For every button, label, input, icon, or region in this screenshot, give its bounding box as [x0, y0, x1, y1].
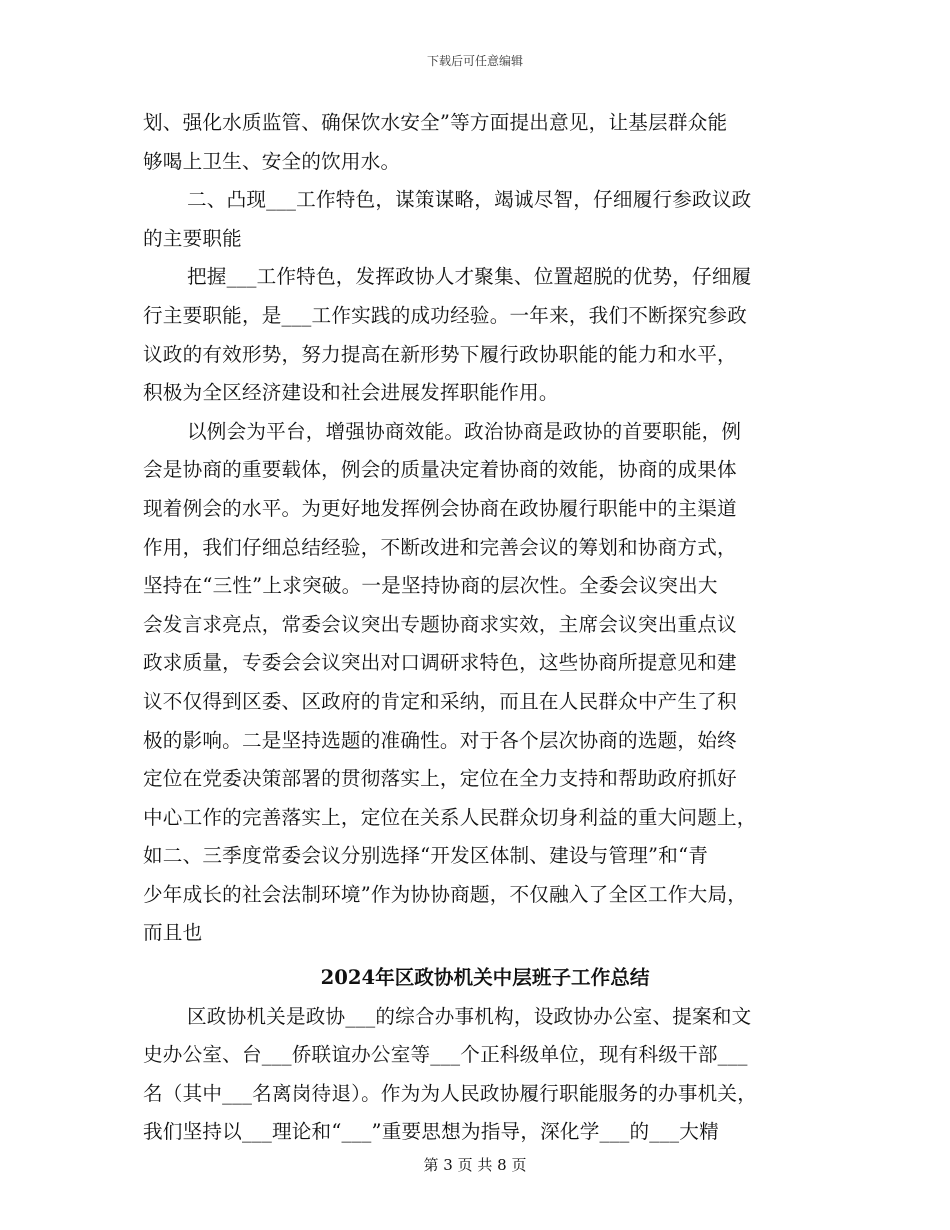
text-line: 议不仅得到区委、区政府的肯定和采纳，而且在人民群众中产生了积 — [143, 689, 737, 713]
text-line: 我们坚持以___理论和“___”重要思想为指导，深化学___的___大精 — [143, 1120, 719, 1144]
text-line: 够喝上卫生、安全的饮用水。 — [143, 149, 401, 173]
text-line: 中心工作的完善落实上，定位在关系人民群众切身利益的重大问题上， — [143, 805, 757, 829]
page-number: 第 3 页 共 8 页 — [423, 1156, 527, 1174]
text-line: 会发言求亮点，常委会议突出专题协商求实效，主席会议突出重点议 — [143, 612, 737, 636]
text-line: 行主要职能，是___工作实践的成功经验。一年来，我们不断探究参政 — [143, 303, 748, 327]
text-line: 史办公室、台___侨联谊办公室等___个正科级单位，现有科级干部___ — [143, 1043, 748, 1067]
text-line: 政求质量，专委会会议突出对口调研求特色，这些协商所提意见和建 — [143, 651, 737, 675]
text-line: 少年成长的社会法制环境”作为协协商题，不仅融入了全区工作大局， — [143, 882, 748, 906]
document-body — [143, 104, 811, 1152]
text-line: 的主要职能 — [143, 226, 242, 250]
text-line: 名（其中___名离岗待退）。作为为人民政协履行职能服务的办事机关， — [143, 1081, 758, 1105]
text-line: 把握___工作特色，发挥政协人才聚集、位置超脱的优势，仔细履 — [187, 265, 752, 289]
text-line: 极的影响。二是坚持选题的准确性。对于各个层次协商的选题，始终 — [143, 728, 737, 752]
text-line: 以例会为平台，增强协商效能。政治协商是政协的首要职能，例 — [187, 419, 742, 443]
header-note: 下载后可任意编辑 — [426, 54, 523, 68]
text-line: 而且也 — [143, 921, 203, 945]
text-line: 议政的有效形势，努力提高在新形势下履行政协职能的能力和水平， — [143, 342, 737, 366]
text-line: 现着例会的水平。为更好地发挥例会协商在政协履行职能中的主渠道 — [143, 496, 737, 520]
text-line: 坚持在“三性”上求突破。一是坚持协商的层次性。全委会议突出大 — [143, 574, 718, 598]
text-line: 积极为全区经济建设和社会进展发挥职能作用。 — [143, 381, 559, 405]
section-title: 2024年区政协机关中层班子工作总结 — [320, 966, 650, 990]
text-line: 如二、三季度常委会议分别选择“开发区体制、建设与管理”和“青 — [143, 844, 709, 868]
text-line: 作用，我们仔细总结经验，不断改进和完善会议的筹划和协商方式， — [143, 535, 737, 559]
text-line: 会是协商的重要载体，例会的质量决定着协商的效能，协商的成果体 — [143, 458, 737, 482]
text-line: 区政协机关是政协___的综合办事机构，设政协办公室、提案和文 — [187, 1004, 752, 1028]
section-heading-two: 二、凸现___工作特色，谋策谋略，竭诚尽智，仔细履行参政议政 — [187, 188, 752, 212]
text-line: 划、强化水质监管、确保饮水安全”等方面提出意见，让基层群众能 — [143, 111, 728, 134]
text-line: 定位在党委决策部署的贯彻落实上，定位在全力支持和帮助政府抓好 — [143, 767, 737, 791]
